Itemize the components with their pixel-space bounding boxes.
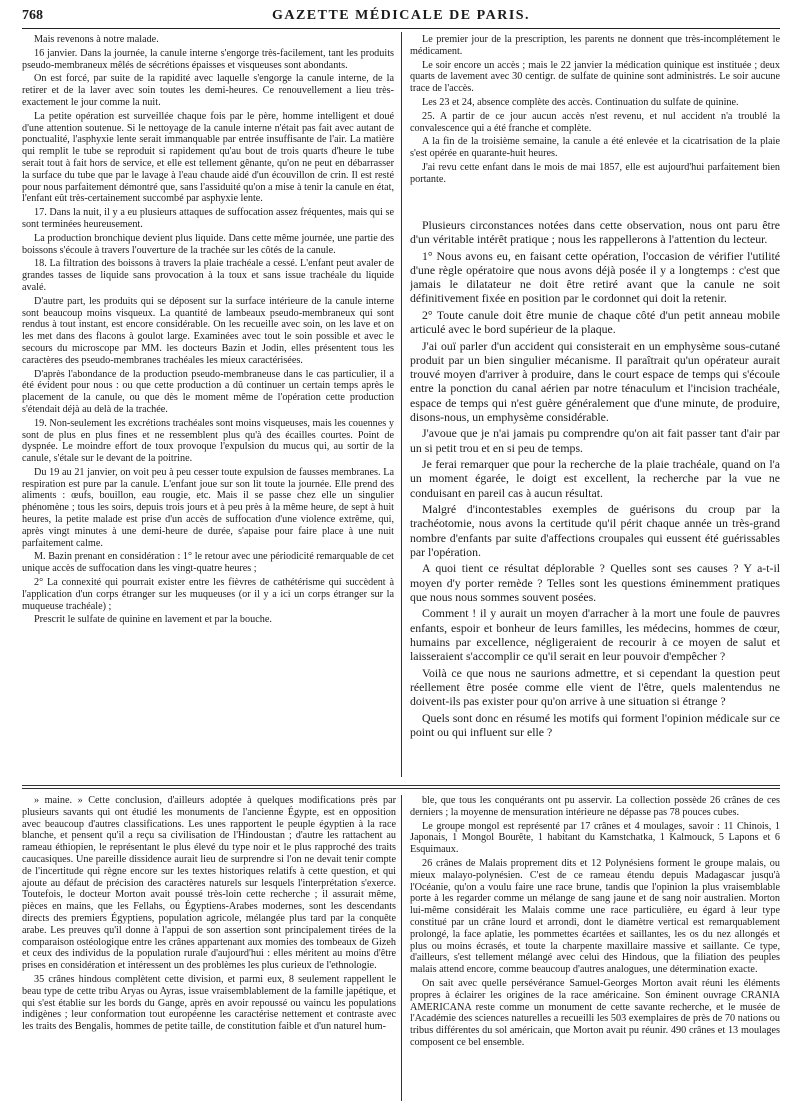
paragraph: Voilà ce que nous ne saurions admettre, et si cependant la question peut réellement être posée comme elle vient de l'être, quels malentendus ne doivent-ils pas exister pour qu'on arrive à une situation si étrange ? <box>410 665 780 709</box>
feuilleton-column-right <box>410 795 780 1101</box>
paragraph: Du 19 au 21 janvier, on voit peu à peu cesser toute expulsion de fausses membranes. La respiration est pure par la canule. L'enfant joue sur son lit toute la journée. Elle prend des aliments : œufs, bouillon, eau rougie, etc. Mais il se passe chez elle un singulier phénomène ; tous les soirs, depuis trois jours et à peu près à la même heure, de sept à huit heures, la petite malade est prise d'un accès de suffocation d'une violence extrême, qui, après vingt minutes à une demi-heure de durée, s'apaise pour faire place à une nuit parfaitement calme. <box>22 466 394 549</box>
paragraph: Plusieurs circonstances notées dans cette observation, nous ont paru être d'un véritable intérêt pratique ; nous les rappellerons à l'attention du lecteur. <box>410 218 780 247</box>
paragraph: Les 23 et 24, absence complète des accès. Continuation du sulfate de quinine. <box>422 96 739 108</box>
paragraph: D'après l'abondance de la production pseudo-membraneuse dans le cas particulier, il a été évident pour nous : ou que cette production a dû continuer un certain temps après le placement de la canule, ou que dès le moment même de l'opération cette production s'étendait déjà au delà de la trachée. <box>22 368 394 415</box>
paragraph: 17. Dans la nuit, il y a eu plusieurs attaques de suffocation assez fréquentes, mais qui se sont terminées heureusement. <box>22 207 394 230</box>
paragraph: On est forcé, par suite de la rapidité avec laquelle s'engorge la canule interne, de la retirer et de la laver avec soin toutes les demi-heures. Ce renouvellement a lieu très-exactement le jour comme la nuit. <box>22 73 394 108</box>
paragraph: Malgré d'incontestables exemples de guérisons du croup par la trachéotomie, nous avons la certitude qu'il périt chaque année un très-grand nombre d'enfants par suite d'affections croupales qui eussent été guérissables par l'opération. <box>410 502 780 559</box>
paragraph: J'ai revu cette enfant dans le mois de mai 1857, elle est aujourd'hui parfaitement bien portante. <box>410 161 780 185</box>
paragraph: Le premier jour de la prescription, les parents ne donnent que très-incomplétement le médicament. <box>410 34 780 57</box>
paragraph: A la fin de la troisième semaine, la canule a été enlevée et la cicatrisation de la plaie s'est opérée en quarante-huit heures. <box>410 136 780 160</box>
paragraph: 2° La connexité qui pourrait exister entre les fièvres de cathétérisme qui succèdent à l'application d'un corps étranger sur les muqueuses (or il y a ici un corps étranger sur la muqueuse trachéale) ; <box>22 577 394 612</box>
paragraph: Le groupe mongol est représenté par 17 crânes et 4 moulages, savoir : 11 Chinois, 1 Japonais, 1 Mongol Bourête, 1 habitant du Kamstchatka, 1 Kalmouck, 5 Lapons et 6 Esquimaux. <box>410 820 780 856</box>
paragraph: J'ai ouï parler d'un accident qui consisterait en un emphysème sous-cutané produit par un bien singulier mécanisme. Il paraîtrait qu'un opérateur aurait trouvé moyen d'arriver à produire, dans le court espace de temps qui s'écoule entre la ponction du canal aérien par notre ténaculum et l'incision trachéale, espace de temps qui n'est guère généralement que d'une minute, de produire, disons-nous, un emphysème considérable. <box>410 338 780 424</box>
page-number: 768 <box>22 8 43 23</box>
paragraph: 25. A partir de ce jour aucun accès n'est revenu, et nul accident n'a troublé la convalescence qui a été franche et complète. <box>410 110 780 134</box>
paragraph: Comment ! il y aurait un moyen d'arracher à la mort une foule de pauvres enfants, espoir et bonheur de leurs familles, les médecins, hommes de cœur, humains par excellence, négligeraient de recourir à ce moyen de salut et laisseraient s'accomplir ce qu'il serait en leur pouvoir d'empêcher ? <box>410 606 780 664</box>
column-divider-top <box>401 32 402 777</box>
paragraph: Le soir encore un accès ; mais le 22 janvier la médication quinique est instituée ; deux quarts de lavement avec 30 centigr. de sulfate de quinine sont administrés. Le soir aucune trace de l'accès. <box>410 59 780 95</box>
paragraph: A quoi tient ce résultat déplorable ? Quelles sont ses causes ? Y a-t-il moyen d'y porter remède ? Telles sont les questions éminemment pratiques que nous nous sommes souvent posées. <box>410 561 780 604</box>
paragraph: 35 crânes hindous complètent cette division, et parmi eux, 8 seulement rappellent le beau type de cette tribu Aryas ou Ayras, issue vraisemblablement de la famille japétique, et qui s'est établie sur les bords du Gange, après en avoir repoussé ou vaincu les populations indigènes ; leur conformation tout européenne les caractérise nettement et contraste avec les traits des Bengalis, hommes de petite taille, de constitution faible et d'un naturel hum- <box>22 973 396 1033</box>
paragraph: 26 crânes de Malais proprement dits et 12 Polynésiens forment le groupe malais, ou mieux malayo-polynésien. C'est de ce rameau étendu depuis Madagascar jusqu'à l'Océanie, qu'on a voulu faire une race brune, tandis que l'opinion la plus vraisemblable porte à les regarder comme un mélange de sang jaune et de sang noir australien. Morton lui-même considérait les Malais comme une race particulière, eu égard à leur type constitué par un crâne lourd et arrondi, dont le diamètre vertical est remarquablement prolongé, la face aplatie, les pommettes écartées et saillantes, les os du nez allongés et plus ou moins écrasés, et toute la charpente maxillaire massive et saillante. Ce type, d'ailleurs, s'est tellement mélangé avec celui des Hindous, que la filiation des peuples malais attend encore, comme beaucoup d'autres analogues, une détermination exacte. <box>410 857 780 976</box>
case-report-column-left <box>22 34 394 776</box>
commentary-column <box>410 218 780 776</box>
paragraph: La petite opération est surveillée chaque fois par le père, homme intelligent et doué d'une attention soutenue. Si le nettoyage de la canule interne n'était pas fait avec autant de ponctualité, l'asphyxie lente serait immanquable par entrée insuffisante de l'air. La matière qui remplit le tube se reproduit si rapidement qu'au bout de trois quarts d'heure le tube serait tout à fait hors de service, et elle est tellement gênante, qu'on ne peut en débarrasser la surface du tube que par le lavage à l'eau chaude aidé d'un écouvillon de crin. Il est resté pour nous parfaitement démontré que, sans l'assiduité qu'on a mise à tenir la canule en état, l'enfant eût très-certainement succombé par asphyxie lente. <box>22 110 394 205</box>
paragraph: Mais revenons à notre malade. <box>34 34 159 45</box>
column-divider-bottom <box>401 795 402 1101</box>
paragraph: D'autre part, les produits qui se déposent sur la surface intérieure de la canule interne sont beaucoup moins visqueux. La quantité de lambeaux pseudo-membraneux qui sont rendus à tout instant, est encore considérable. On les recueille avec soin, on les lave et on les met dans des flacons à goulot large. Examinées avec tout le soin possible et avec le secours du microscope par MM. les docteurs Bazin et Jodin, elles présentent tous les caractères des pseudo-membranes trachéales les mieux caractérisées. <box>22 295 394 366</box>
paragraph: J'avoue que je n'ai jamais pu comprendre qu'on ait fait passer tant d'air par un si petit trou et en si peu de temps. <box>410 426 780 455</box>
paragraph: Je ferai remarquer que pour la recherche de la plaie trachéale, quand on l'a un moment égarée, le doigt est excellent, la recherche par la vue ne conduisant en pareil cas à aucun résultat. <box>410 457 780 500</box>
paragraph: Quels sont donc en résumé les motifs qui forment l'opinion médicale sur ce point ou qui influent sur elle ? <box>410 710 780 739</box>
paragraph: On sait avec quelle persévérance Samuel-Georges Morton avait réuni les éléments propres à éclairer les origines de la race américaine. Son éminent ouvrage CRANIA AMERICANA reste comme un monument de cette savante recherche, et le musée de l'Académie des sciences naturelles a recueilli les 503 exemplaires de près de 70 nations ou tribus différentes du sol américain, que Morton avait pu réunir. 490 crânes et 13 moulages composent ce bel ensemble. <box>410 977 780 1048</box>
paragraph: 1° Nous avons eu, en faisant cette opération, l'occasion de vérifier l'utilité d'une règle opératoire que nous avons déjà posée il y a longtemps : c'est que jamais le dilatateur ne doit être retiré avant que la canule ne soit définitivement fixée en position par le cordonnet qui doit la retenir. <box>410 248 780 306</box>
journal-title: GAZETTE MÉDICALE DE PARIS. <box>271 8 531 23</box>
feuilleton-column-left <box>22 795 396 1101</box>
paragraph: 16 janvier. Dans la journée, la canule interne s'engorge très-facilement, tant les produits pseudo-membraneux mêlés de sécrétions épaisses et visqueuses sont abondants. <box>22 47 394 71</box>
paragraph: ble, que tous les conquérants ont pu asservir. La collection possède 26 crânes de ces derniers ; la moyenne de mensuration intérieure ne dépasse pas 78 pouces cubes. <box>410 795 780 818</box>
paragraph: M. Bazin prenant en considération : 1° le retour avec une périodicité remarquable de cet unique accès de suffocation dans les vingt-quatre heures ; <box>22 551 394 575</box>
page-header <box>22 8 780 29</box>
paragraph: La production bronchique devient plus liquide. Dans cette même journée, une partie des boissons s'écoule à travers l'ouverture de la trachée sur les côtés de la canule. <box>22 232 394 256</box>
case-report-column-right <box>410 34 780 214</box>
paragraph: Prescrit le sulfate de quinine en lavement et par la bouche. <box>34 614 272 626</box>
paragraph: 18. La filtration des boissons à travers la plaie trachéale a cessé. L'enfant peut avaler de grandes tasses de liquide sans provocation à la toux et sans issue trachéale du liquide avalé. <box>22 258 394 293</box>
section-divider <box>22 785 780 789</box>
paragraph: 19. Non-seulement les excrétions trachéales sont moins visqueuses, mais les couennes y sont de plus en plus fines et ne ressemblent plus qu'à des écailles courtes. Point de dyspnée. Le moindre effort de toux provoque l'expulsion du mucus qui, au sortir de la canule, s'étale sur le devant de la poitrine. <box>22 417 394 465</box>
paragraph: » maine. » Cette conclusion, d'ailleurs adoptée à quelques modifications près par plusieurs savants qui ont étudié les monuments de l'ancienne Égypte, est en opposition avec beaucoup d'autres classifications. Les unes rapportent le peuple égyptien à la race blanche, et pensent qu'il a reçu sa civilisation de l'Hindoustan ; d'autre les rattachent au rameau éthiopien, le représentant le plus élevé du type noir et le plus rapproché des traits caucasiques. Une pareille dissidence aurait lieu de surprendre si l'on ne devait tenir compte de l'incertitude qui règne encore sur les textes historiques relatifs à cette question, et qui ajoute au défaut de précision des caractères naturels sur lesquels l'interprétation s'exerce. Toutefois, le docteur Morton avait poussé très-loin cette recherche ; il assurait même, pièces en mains, que les Fellahs, ou Égyptiens-Arabes modernes, sont les descendants directs des premiers Égyptiens, population agricole, mélangée plus tard par la conquête arabe. Les preuves qu'il donne à l'appui de son assertion sont principalement tirées de la comparaison ostéologique entre les crânes appartenant aux momies des tombeaux de Gizeh et ceux des individus de la population rurale d'aujourd'hui : elles méritent au moins d'être prises en considération et intéressent un des problèmes les plus curieux de l'ethnologie. <box>22 795 396 972</box>
paragraph: 2° Toute canule doit être munie de chaque côté d'un petit anneau mobile articulé avec le bord supérieur de la plaque. <box>410 308 780 337</box>
